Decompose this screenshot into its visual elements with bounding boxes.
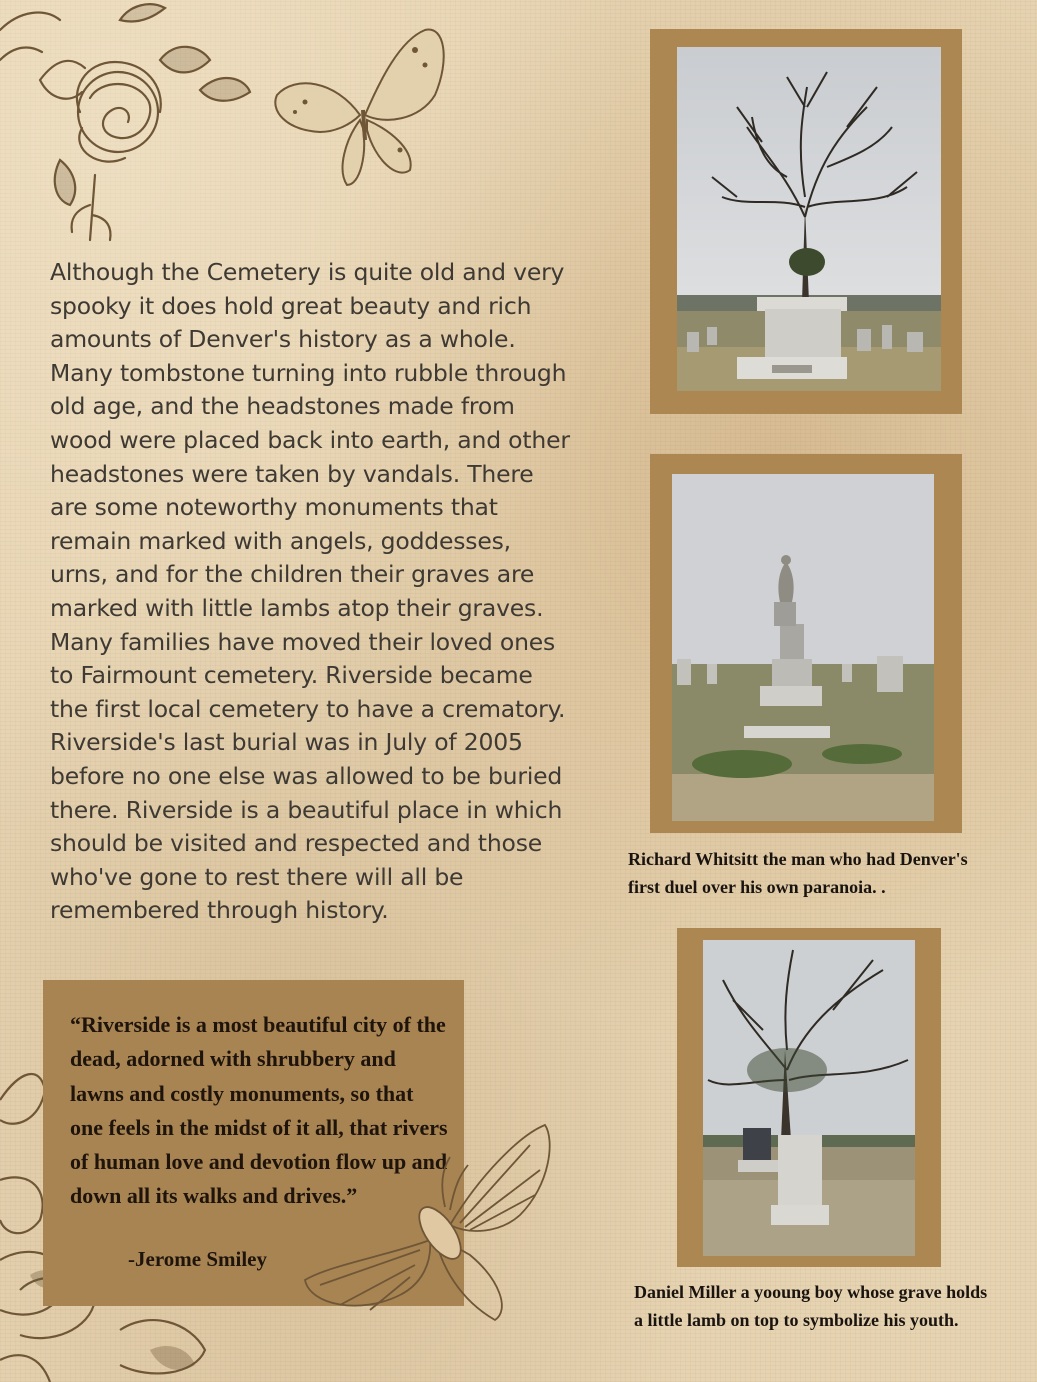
photo-child-headstone	[703, 940, 915, 1256]
photo-tree-monument	[677, 47, 941, 391]
caption-whitsitt: Richard Whitsitt the man who had Denver's first duel over his own paranoia. .	[628, 849, 968, 897]
quote-author: -Jerome Smiley	[128, 1247, 267, 1271]
rose-icon	[0, 0, 260, 250]
quote-text: “Riverside is a most beautiful city of the dead, adorned with shrubbery and lawns and costly monuments, so that one feels in the midst of it all, that rivers of human love and devotion flow up and down all its walks and drives.”	[70, 1012, 448, 1209]
caption-miller: Daniel Miller a yooung boy whose grave holds a little lamb on top to symbolize his youth.	[634, 1282, 988, 1330]
butterfly-icon	[265, 20, 455, 195]
photo-angel-monument	[672, 474, 934, 821]
moth-icon	[300, 1115, 560, 1335]
body-paragraph: Although the Cemetery is quite old and very spooky it does hold great beauty and rich amounts of Denver's history as a whole. Many tombstone turning into rubble through old age, and the headstones made from wood were placed back into earth, and other headstones were taken by vandals. There are some noteworthy monuments that remain marked with angels, goddesses, urns, and for the children their graves are marked with little lambs atop their graves. Many families have moved their loved ones to Fairmount cemetery. Riverside became the first local cemetery to have a crematory. Riverside's last burial was in July of 2005 before no one else was allowed to be buried there. Riverside is a beautiful place in which should be visited and respected and those who've gone to rest there will all be remembered through history.	[50, 258, 570, 925]
